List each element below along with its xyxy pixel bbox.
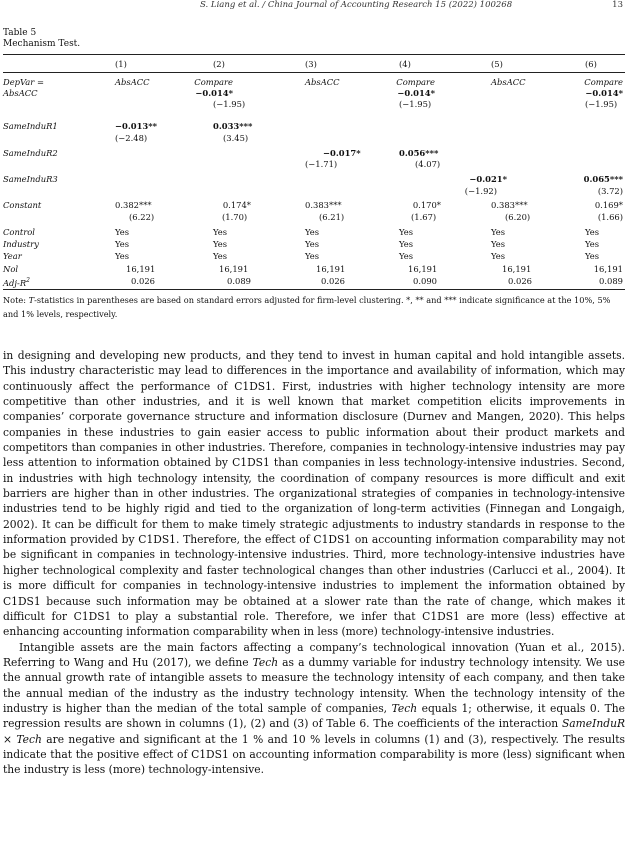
coef-cell: 0.056*** bbox=[399, 148, 439, 158]
tstat-cell: (−2.48) bbox=[115, 133, 148, 143]
adjr2-cell: 0.090 bbox=[413, 276, 437, 286]
nol-cell: 16,191 bbox=[219, 264, 249, 274]
control-row bbox=[3, 226, 625, 238]
paragraph-1: in designing and developing new products, and they tend to invest in human capital and hold intangible assets. This industry characteristic may lead to differences in the importance and availability of information, which may continuously affect the performance of C1DS1. First, industries with higher technology intensity are more competitive than other industries, and it is well known that market competition elicits improvements in companies’ corporate governance structure and information disclosure (Durnev and Mangen, 2020). This helps companies in these industries to gain easier access to public information about their product markets and competitors than companies in other industries. Therefore, companies in technology-intensive industries may pay less attention to information obtained by C1DS1 than companies in less technology-intensive industries. Second, in industries with high technology intensity, the coordination of company resources is more difficult and exit barriers are higher than in other industries. The organizational strategies of companies in technology-intensive industries tend to be highly rigid and tied to the organization of long-term activities (Finnegan and Longaigh, 2002). It can be difficult for them to make timely strategic adjustments to industry standards in response to the information provided by C1DS1. Therefore, the effect of C1DS1 on accounting information comparability may not be significant in companies in technology-intensive industries. Third, more technology-intensive industries have higher technological complexity and faster technological changes than other industries (Carlucci et al., 2004). It is more difficult for companies in technology-intensive industries to implement the information obtained by C1DS1 because such information may be obtained at a slower rate than the rate of change, which makes it difficult for C1DS1 to play a substantial role. Therefore, we infer that C1DS1 are more (less) effective at enhancing accounting information comparability when in less (more) technology-intensive industries. bbox=[3, 349, 625, 639]
year-row bbox=[3, 250, 625, 262]
tstat-cell: (1.67) bbox=[411, 212, 437, 222]
coef-cell: 0.065*** bbox=[583, 174, 623, 184]
adjr2-label: Adj-R bbox=[3, 277, 27, 288]
row-label: Year bbox=[3, 251, 22, 261]
sameindur2-tstat-row bbox=[3, 158, 625, 170]
col-header-1: (1) bbox=[115, 59, 127, 69]
body-text bbox=[3, 348, 625, 778]
depvar-cell: AbsACC bbox=[305, 77, 340, 87]
table-header-rule bbox=[3, 72, 625, 73]
control-cell: Yes bbox=[115, 227, 130, 237]
table-title: Mechanism Test. bbox=[3, 39, 81, 49]
row-label: Control bbox=[3, 227, 35, 237]
tech-variable: Tech bbox=[391, 701, 418, 715]
coef-cell: −0.014* bbox=[195, 88, 233, 98]
running-header bbox=[0, 0, 635, 14]
tech-variable: Tech bbox=[252, 655, 279, 669]
coef-cell: 0.170* bbox=[412, 200, 441, 210]
paragraph-2 bbox=[3, 640, 625, 778]
col-header-3: (3) bbox=[305, 59, 317, 69]
absacc-tstat-row bbox=[3, 98, 625, 110]
control-cell: Yes bbox=[491, 239, 506, 249]
depvar-cell: AbsACC bbox=[491, 77, 526, 87]
col-header-2: (2) bbox=[213, 59, 225, 69]
tstat-cell: (4.07) bbox=[415, 159, 441, 169]
nol-cell: 16,191 bbox=[126, 264, 156, 274]
coef-cell: −0.014* bbox=[585, 88, 623, 98]
nol-cell: 16,191 bbox=[502, 264, 532, 274]
coef-cell: −0.014* bbox=[397, 88, 435, 98]
tstat-cell: (6.22) bbox=[129, 212, 155, 222]
tstat-cell: (−1.95) bbox=[213, 99, 246, 109]
control-cell: Yes bbox=[305, 239, 320, 249]
p2-segment: equals 1; otherwise, it equals 0. The regression results are shown in columns (1), (2) and (3) of Table 6. The coefficients of the interaction bbox=[3, 701, 625, 731]
control-cell: Yes bbox=[213, 251, 228, 261]
control-cell: Yes bbox=[115, 239, 130, 249]
control-cell: Yes bbox=[305, 227, 320, 237]
constant-tstat-row bbox=[3, 211, 625, 223]
nol-cell: 16,191 bbox=[408, 264, 438, 274]
table-bottom-rule bbox=[3, 289, 625, 290]
note-t: T bbox=[28, 295, 35, 305]
row-label: SameInduR2 bbox=[3, 148, 58, 158]
table-note bbox=[3, 293, 625, 321]
depvar-cell: AbsACC bbox=[115, 77, 150, 87]
table-caption bbox=[3, 28, 80, 50]
tstat-cell: (−1.95) bbox=[399, 99, 432, 109]
tstat-cell: (6.21) bbox=[319, 212, 345, 222]
interaction-term: SameInduR × Tech bbox=[3, 717, 625, 746]
table-label: Table 5 bbox=[3, 28, 37, 38]
journal-citation: S. Liang et al. / China Journal of Accounting Research 15 (2022) 100268 bbox=[200, 0, 513, 10]
control-cell: Yes bbox=[115, 251, 130, 261]
control-cell: Yes bbox=[399, 239, 414, 249]
nol-cell: 16,191 bbox=[593, 264, 623, 274]
col-header-6: (6) bbox=[585, 59, 597, 69]
tstat-cell: (3.45) bbox=[223, 133, 249, 143]
sameindur3-tstat-row bbox=[3, 185, 625, 197]
control-cell: Yes bbox=[585, 227, 600, 237]
constant-row bbox=[3, 199, 625, 211]
sameindur1-tstat-row bbox=[3, 132, 625, 144]
note-prefix: Note: bbox=[3, 295, 29, 305]
depvar-cell: Compare bbox=[584, 77, 623, 87]
control-cell: Yes bbox=[399, 227, 414, 237]
row-label: SameInduR3 bbox=[3, 174, 58, 184]
tstat-cell: (−1.92) bbox=[464, 186, 497, 196]
row-label: Constant bbox=[3, 200, 42, 210]
sameindur3-row bbox=[3, 173, 625, 185]
depvar-cell: Compare bbox=[194, 77, 233, 87]
adjr2-cell: 0.026 bbox=[508, 276, 532, 286]
adjr2-superscript: 2 bbox=[26, 277, 30, 284]
control-cell: Yes bbox=[491, 227, 506, 237]
p2-segment: Intangible assets are the main factors affecting a company’s technological innovation (Yuan et al., 2015). Referring to Wang and Hu (2017), we define bbox=[3, 640, 625, 669]
coef-cell: −0.017* bbox=[323, 148, 361, 158]
control-cell: Yes bbox=[399, 251, 414, 261]
control-cell: Yes bbox=[491, 251, 506, 261]
row-label: SameInduR1 bbox=[3, 121, 58, 131]
tstat-cell: (1.70) bbox=[222, 212, 248, 222]
table-top-rule bbox=[3, 54, 625, 55]
coef-cell: 0.383*** bbox=[305, 200, 342, 210]
tstat-cell: (−1.71) bbox=[305, 159, 338, 169]
coef-cell: 0.033*** bbox=[213, 121, 253, 131]
row-label: Industry bbox=[3, 239, 39, 249]
coef-cell: 0.174* bbox=[222, 200, 251, 210]
sameindur1-row bbox=[3, 120, 625, 132]
coef-cell: −0.021* bbox=[469, 174, 507, 184]
col-header-5: (5) bbox=[491, 59, 503, 69]
coef-cell: 0.382*** bbox=[115, 200, 152, 210]
nol-row bbox=[3, 263, 625, 275]
row-label bbox=[3, 275, 30, 289]
tstat-cell: (3.72) bbox=[597, 186, 623, 196]
adjr2-cell: 0.089 bbox=[227, 276, 251, 286]
row-label: AbsACC bbox=[3, 88, 38, 98]
nol-cell: 16,191 bbox=[316, 264, 346, 274]
row-label: Nol bbox=[3, 264, 19, 274]
control-cell: Yes bbox=[585, 239, 600, 249]
page-number: 13 bbox=[612, 0, 623, 10]
p2-segment: are negative and significant at the 1 % and 10 % levels in columns (1) and (3), respectively. The results indicate that the positive effect of C1DS1 on accounting information comparability is more (less) significant when the industry is less (more) technology-intensive. bbox=[3, 732, 626, 777]
depvar-cell: Compare bbox=[396, 77, 435, 87]
control-cell: Yes bbox=[585, 251, 600, 261]
adjr2-row bbox=[3, 275, 625, 287]
coef-cell: −0.013** bbox=[115, 121, 158, 131]
control-cell: Yes bbox=[213, 239, 228, 249]
adjr2-cell: 0.026 bbox=[131, 276, 155, 286]
tstat-cell: (−1.95) bbox=[585, 99, 618, 109]
row-label: DepVar = bbox=[3, 77, 44, 87]
column-number-row bbox=[3, 58, 625, 70]
tstat-cell: (6.20) bbox=[505, 212, 531, 222]
control-cell: Yes bbox=[213, 227, 228, 237]
coef-cell: 0.383*** bbox=[491, 200, 528, 210]
col-header-4: (4) bbox=[399, 59, 411, 69]
industry-row bbox=[3, 238, 625, 250]
tstat-cell: (1.66) bbox=[597, 212, 623, 222]
adjr2-cell: 0.089 bbox=[599, 276, 623, 286]
control-cell: Yes bbox=[305, 251, 320, 261]
adjr2-cell: 0.026 bbox=[321, 276, 345, 286]
note-text: -statistics in parentheses are based on standard errors adjusted for firm-level clustering. *, ** and *** indicate significance at the 10%, 5% and 1% levels, respectively. bbox=[3, 295, 611, 319]
p2-segment: as a dummy variable for industry technology intensity. We use the annual growth rate of intangible assets to measure the technology intensity of each company, and then take the annual median of the industry as the industry technology intensity. When the technology intensity of the industry is higher than the median of the total sample of companies, bbox=[3, 655, 625, 715]
coef-cell: 0.169* bbox=[594, 200, 623, 210]
